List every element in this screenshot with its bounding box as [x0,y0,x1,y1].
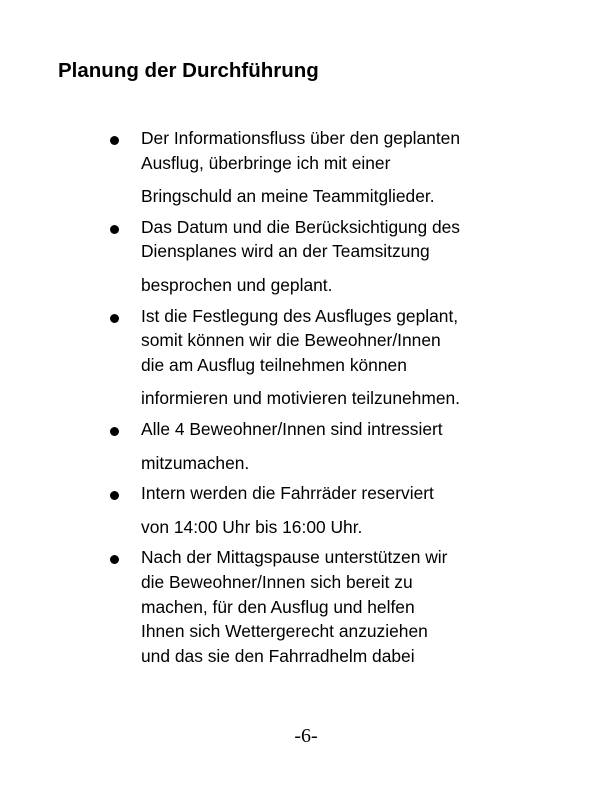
text-line: Intern werden die Fahrräder reserviert [141,483,434,504]
bullet-dot-icon [110,491,119,500]
bullet-dot-icon [110,555,119,564]
text-line: besprochen und geplant. [141,274,333,295]
list-item-text [141,481,568,539]
text-line: informieren und motivieren teilzunehmen. [141,388,460,409]
bullet-dot-icon [110,314,119,323]
list-item [108,215,568,298]
list-item-text [141,545,568,668]
list-item-text [141,215,568,298]
list-item [108,417,568,475]
text-line: Bringschuld an meine Teammitglieder. [141,186,435,207]
text-line: machen, für den Ausflug und helfen [141,596,415,617]
text-line: die Beweohner/Innen sich bereit zu [141,571,413,592]
text-line: Nach der Mittagspause unterstützen wir [141,547,448,568]
list-item [108,126,568,209]
bullet-dot-icon [110,427,119,436]
text-line: Diensplanes wird an der Teamsitzung [141,241,430,262]
text-line: Ihnen sich Wettergerecht anzuziehen [141,621,428,642]
text-line: mitzumachen. [141,452,250,473]
text-line: und das sie den Fahrradhelm dabei [141,645,415,666]
text-line: Alle 4 Beweohner/Innen sind intressiert [141,418,443,439]
page-title: Planung der Durchführung [58,59,319,82]
text-line: von 14:00 Uhr bis 16:00 Uhr. [141,516,363,537]
bullet-dot-icon [110,136,119,145]
text-line: Der Informationsfluss über den geplanten [141,128,461,148]
list-item [108,481,568,539]
list-item-text [141,304,568,411]
text-line: Ausflug, überbringe ich mit einer [141,152,391,173]
page-number: -6- [294,725,318,747]
text-line: Das Datum und die Berücksichtigung des [141,216,461,237]
text-line: die am Ausflug teilnehmen können [141,354,407,375]
list-item [108,304,568,411]
bullet-list [108,126,568,674]
bullet-dot-icon [110,225,119,234]
list-item-text [141,126,568,209]
text-line: somit können wir die Beweohner/Innen [141,330,441,351]
text-line: Ist die Festlegung des Ausfluges geplant, [141,305,459,326]
list-item-text [141,417,568,475]
list-item [108,545,568,668]
